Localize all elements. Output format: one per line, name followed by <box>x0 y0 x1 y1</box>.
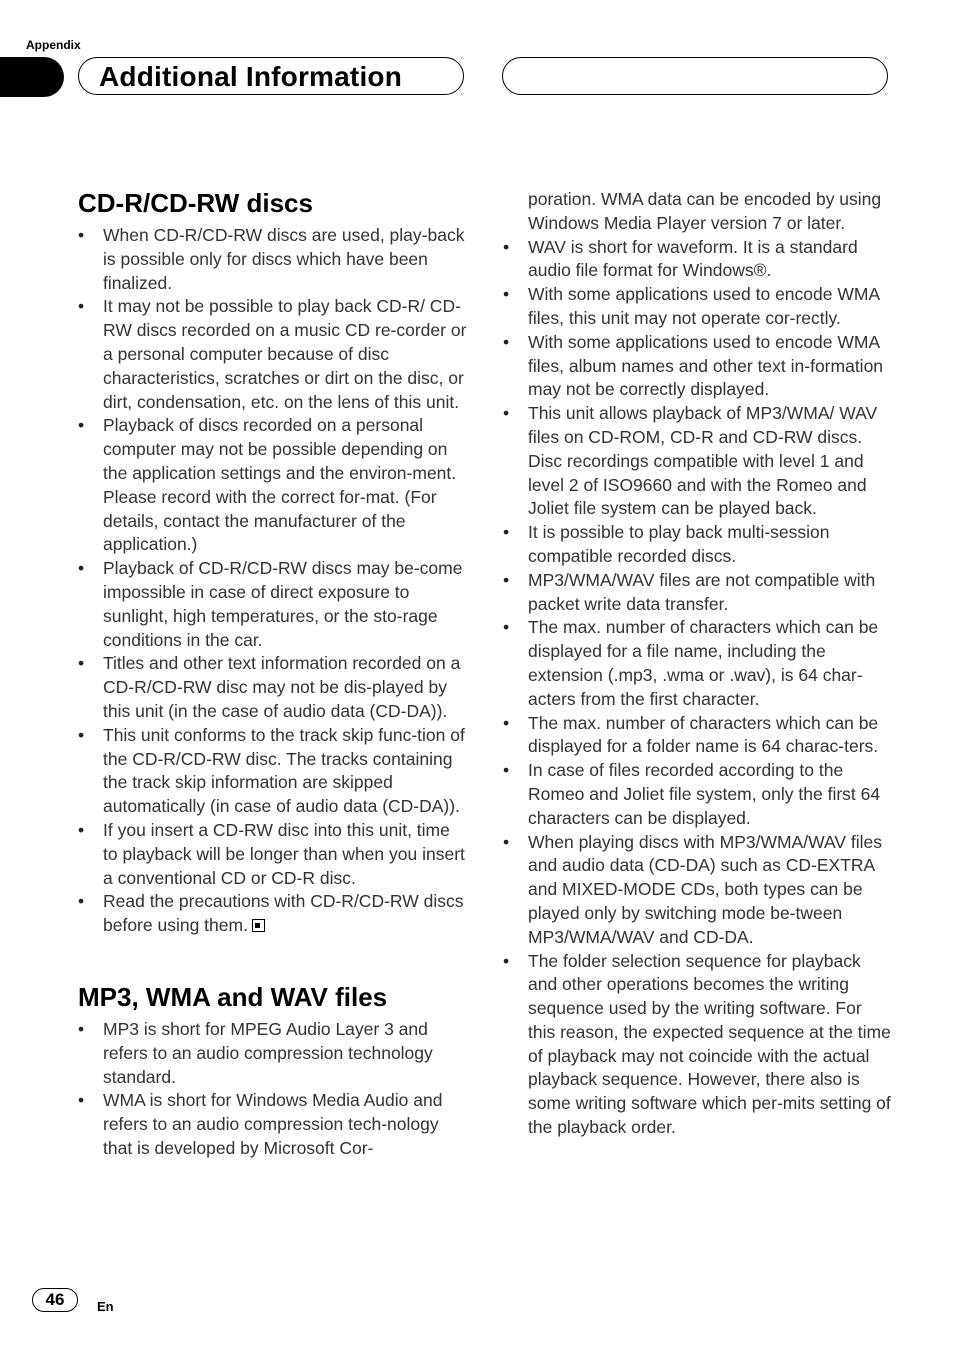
language-label: En <box>97 1299 114 1314</box>
right-column <box>503 188 893 1140</box>
mp3-section-heading: MP3, WMA and WAV files <box>78 981 388 1012</box>
list-item: • It may not be possible to play back CD-R/ CD-RW discs recorded on a music CD re-corder or a personal computer because of disc characteristics, scratches or dirt on the disc, or dirt, condensation, etc. on the lens of this unit. <box>78 295 468 414</box>
header-title-frame <box>78 57 464 95</box>
list-item: • WAV is short for waveform. It is a standard audio file format for Windows®. <box>503 236 893 284</box>
list-item: • If you insert a CD-RW disc into this unit, time to playback will be longer than when you insert a conventional CD or CD-R disc. <box>78 819 468 890</box>
list-item: • It is possible to play back multi-session compatible recorded discs. <box>503 521 893 569</box>
cd-section-heading: CD-R/CD-RW discs <box>78 188 313 218</box>
page-number: 46 <box>32 1288 78 1312</box>
list-item: • The folder selection sequence for playback and other operations becomes the writing sequence used by the writing software. For this reason, the expected sequence at the time of playback may not coincide with the actual playback sequence. However, there also is some writing software which per-mits setting of the playback order. <box>503 950 893 1140</box>
list-item: • WMA is short for Windows Media Audio and refers to an audio compression tech-nology that is developed by Microsoft Cor- <box>78 1089 468 1160</box>
list-item: • The max. number of characters which can be displayed for a folder name is 64 charac-ters. <box>503 712 893 760</box>
left-column <box>78 186 468 1161</box>
list-item-continuation: poration. WMA data can be encoded by using Windows Media Player version 7 or later. <box>528 189 882 233</box>
list-item <box>78 890 468 938</box>
list-item: • When playing discs with MP3/WMA/WAV files and audio data (CD-DA) such as CD-EXTRA and MIXED-MODE CDs, both types can be played only by switching mode be-tween MP3/WMA/WAV and CD-DA. <box>503 831 893 950</box>
list-item: • This unit conforms to the track skip func-tion of the CD-R/CD-RW disc. The tracks containing the track skip information are skipped automatically (in case of audio data (CD-DA)). <box>78 724 468 819</box>
header-empty-frame <box>502 57 888 95</box>
page-title: Additional Information <box>99 61 403 92</box>
list-item: • When CD-R/CD-RW discs are used, play-back is possible only for discs which have been finalized. <box>78 224 468 295</box>
list-item: • Playback of discs recorded on a personal computer may not be possible depending on the application settings and the environ-ment. Please record with the correct for-mat. (For details, contact the manufacturer of the application.) <box>78 414 468 557</box>
end-of-section-icon <box>252 919 265 932</box>
list-item: • The max. number of characters which can be displayed for a file name, including the extension (.mp3, .wma or .wav), is 64 char-acters from the first character. <box>503 616 893 711</box>
mp3-bullet-list-continued <box>503 188 893 1140</box>
list-item: • With some applications used to encode WMA files, this unit may not operate cor-rectly. <box>503 283 893 331</box>
cd-bullet-list <box>78 224 468 938</box>
list-item: • With some applications used to encode WMA files, album names and other text in-formation may not be correctly displayed. <box>503 331 893 402</box>
list-item: • Titles and other text information recorded on a CD-R/CD-RW disc may not be dis-played by this unit (in the case of audio data (CD-DA)). <box>78 652 468 723</box>
list-item: • This unit allows playback of MP3/WMA/ WAV files on CD-ROM, CD-R and CD-RW discs. Disc recordings compatible with level 1 and level 2 of ISO9660 and with the Romeo and Joliet file system can be played back. <box>503 402 893 521</box>
section-tab-marker <box>0 57 64 97</box>
appendix-label: Appendix <box>26 38 81 52</box>
list-item-text: Read the precautions with CD-R/CD-RW discs before using them. <box>103 891 464 936</box>
list-item: • MP3/WMA/WAV files are not compatible with packet write data transfer. <box>503 569 893 617</box>
list-item: • Playback of CD-R/CD-RW discs may be-come impossible in case of direct exposure to sunlight, high temperatures, or the sto-rage conditions in the car. <box>78 557 468 652</box>
list-item: • In case of files recorded according to the Romeo and Joliet file system, only the first 64 characters can be displayed. <box>503 759 893 830</box>
list-item: • MP3 is short for MPEG Audio Layer 3 and refers to an audio compression technology standard. <box>78 1018 468 1089</box>
mp3-bullet-list <box>78 1018 468 1161</box>
